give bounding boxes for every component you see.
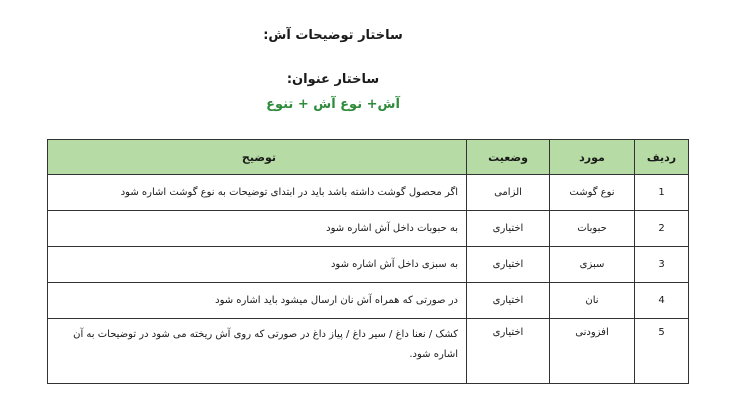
header-status: وضعیت <box>467 140 550 175</box>
table-row <box>48 283 689 319</box>
row-item: نوع گوشت <box>550 175 635 211</box>
row-number: 3 <box>635 247 689 283</box>
row-item: نان <box>550 283 635 319</box>
row-number: 5 <box>635 319 689 384</box>
row-item: حبوبات <box>550 211 635 247</box>
row-description: در صورتی که همراه آش نان ارسال میشود باید اشاره شود <box>48 283 467 319</box>
row-status: اختیاری <box>467 319 550 384</box>
row-description: به حبوبات داخل آش اشاره شود <box>48 211 467 247</box>
row-item: سبزی <box>550 247 635 283</box>
title-formula: آش+ نوع آش + تنوع <box>266 97 400 112</box>
spec-table <box>47 139 689 384</box>
title-structure-heading: ساختار عنوان: <box>286 72 380 87</box>
row-number: 2 <box>635 211 689 247</box>
row-number: 4 <box>635 283 689 319</box>
row-status: اختیاری <box>467 247 550 283</box>
table-header-row <box>48 140 689 175</box>
row-description: اگر محصول گوشت داشته باشد باید در ابتدای توضیحات به نوع گوشت اشاره شود <box>48 175 467 211</box>
table-row <box>48 319 689 384</box>
row-description: کشک / نعنا داغ / سیر داغ / پیاز داغ در صورتی که روی آش ریخته می شود در توضیحات به آن اشاره شود. <box>48 319 467 384</box>
header-item: مورد <box>550 140 635 175</box>
table-row <box>48 247 689 283</box>
row-item: افزودنی <box>550 319 635 384</box>
row-number: 1 <box>635 175 689 211</box>
row-status: اختیاری <box>467 283 550 319</box>
header-row-number: ردیف <box>635 140 689 175</box>
row-status: اختیاری <box>467 211 550 247</box>
structure-title: ساختار توضیحات آش: <box>263 28 403 43</box>
row-status: الزامی <box>467 175 550 211</box>
table-row <box>48 175 689 211</box>
table-row <box>48 211 689 247</box>
header-description: توضیح <box>48 140 467 175</box>
row-description: به سبزی داخل آش اشاره شود <box>48 247 467 283</box>
